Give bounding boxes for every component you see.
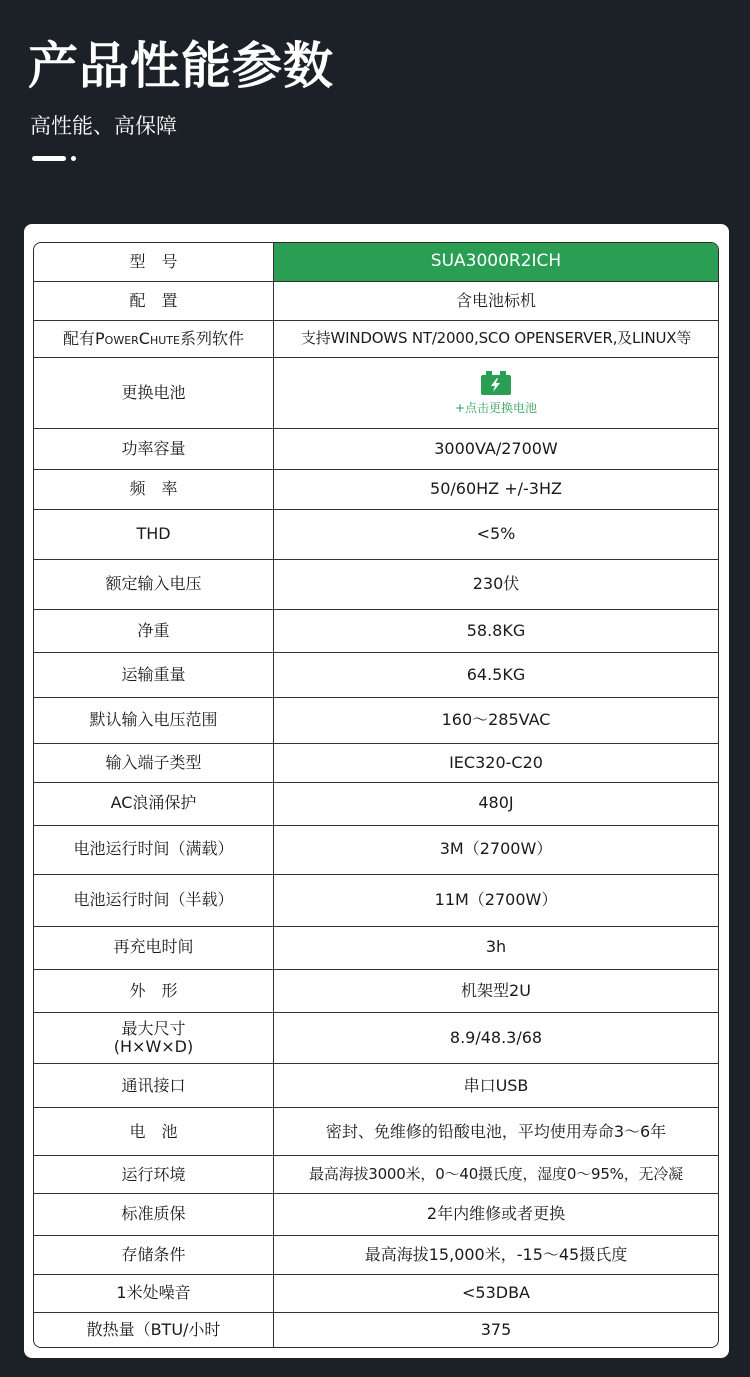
table-row	[34, 1312, 718, 1347]
table-row	[34, 610, 718, 653]
row-value: 480J	[274, 782, 719, 825]
table-row	[34, 1236, 718, 1275]
row-label: 频 率	[34, 470, 274, 510]
row-value: IEC320-C20	[274, 743, 719, 782]
row-label: 配 置	[34, 282, 274, 321]
row-value: 机架型2U	[274, 969, 719, 1013]
row-label: 运行环境	[34, 1156, 274, 1194]
table-row	[34, 874, 718, 926]
table-row	[34, 697, 718, 743]
row-value: 3h	[274, 926, 719, 969]
row-label: 输入端子类型	[34, 743, 274, 782]
row-value: 密封、免维修的铅酸电池，平均使用寿命3～6年	[274, 1108, 719, 1156]
row-label: 再充电时间	[34, 926, 274, 969]
table-row	[34, 510, 718, 560]
table-row	[34, 560, 718, 610]
page-subtitle: 高性能、高保障	[30, 114, 177, 138]
decorative-dot	[71, 156, 76, 161]
row-label: 电 池	[34, 1108, 274, 1156]
table-row	[34, 282, 718, 321]
table-row	[34, 1013, 718, 1064]
row-value: 串口USB	[274, 1064, 719, 1108]
table-row	[34, 1274, 718, 1312]
row-value: 50/60HZ +/-3HZ	[274, 470, 719, 510]
model-value: SUA3000R2ICH	[274, 243, 719, 282]
spec-table	[34, 243, 718, 1347]
row-value: 160～285VAC	[274, 697, 719, 743]
replace-battery-link[interactable]	[455, 370, 537, 416]
row-label: 更换电池	[34, 357, 274, 428]
table-row-replace-battery	[34, 357, 718, 428]
table-row	[34, 321, 718, 358]
row-value: 64.5KG	[274, 652, 719, 697]
row-label-prefix: 配有	[63, 328, 96, 348]
table-row	[34, 743, 718, 782]
row-value: 58.8KG	[274, 610, 719, 653]
row-value: 2年内维修或者更换	[274, 1194, 719, 1236]
row-value: 最高海拔15,000米，-15～45摄氏度	[274, 1236, 719, 1275]
replace-battery-cell	[274, 357, 719, 428]
table-row	[34, 969, 718, 1013]
spec-card	[24, 224, 729, 1358]
table-row	[34, 1108, 718, 1156]
row-label: 散热量（BTU/小时	[34, 1312, 274, 1347]
row-label-suffix: 系列软件	[179, 328, 244, 348]
row-label	[34, 321, 274, 358]
row-value: 最高海拔3000米，0～40摄氏度，湿度0～95%，无冷凝	[274, 1156, 719, 1194]
row-label	[34, 1013, 274, 1064]
row-value: 375	[480, 1319, 512, 1339]
row-label: 默认输入电压范围	[34, 697, 274, 743]
row-label: 通讯接口	[34, 1064, 274, 1108]
table-row	[34, 1156, 718, 1194]
row-label: 电池运行时间（满载）	[34, 825, 274, 874]
table-row	[34, 1194, 718, 1236]
row-label: 1米处噪音	[34, 1274, 274, 1312]
table-row	[34, 652, 718, 697]
table-row-model	[34, 243, 718, 282]
row-label: 电池运行时间（半载）	[34, 874, 274, 926]
replace-battery-text: +点击更换电池	[454, 401, 538, 416]
row-value: 3000VA/2700W	[274, 429, 719, 470]
table-row	[34, 782, 718, 825]
row-label: 标准质保	[34, 1194, 274, 1236]
row-value: <5%	[274, 510, 719, 560]
row-label: 存储条件	[34, 1236, 274, 1275]
table-row	[34, 1064, 718, 1108]
row-value: 含电池标机	[274, 282, 719, 321]
row-value: 8.9/48.3/68	[274, 1013, 719, 1064]
decorative-line	[32, 156, 66, 161]
table-row	[34, 470, 718, 510]
row-value: 3M（2700W）	[274, 825, 719, 874]
powerchute-brand: PowerChute	[95, 328, 180, 348]
battery-plus-icon	[480, 370, 512, 396]
row-label: 运输重量	[34, 652, 274, 697]
row-label-line2: (H×W×D)	[113, 1037, 194, 1057]
row-label-line1: 最大尺寸	[121, 1019, 186, 1039]
row-label: 外 形	[34, 969, 274, 1013]
table-row	[34, 825, 718, 874]
row-label: 净重	[34, 610, 274, 653]
row-label: 型 号	[34, 243, 274, 282]
table-row	[34, 429, 718, 470]
table-row	[34, 926, 718, 969]
row-label: AC浪涌保护	[34, 782, 274, 825]
row-label: 功率容量	[34, 429, 274, 470]
row-value: 11M（2700W）	[274, 874, 719, 926]
row-value: 230伏	[274, 560, 719, 610]
row-value: 支持WINDOWS NT/2000,SCO OPENSERVER,及LINUX等	[274, 321, 719, 358]
page-title: 产品性能参数	[28, 37, 334, 95]
row-value: <53DBA	[274, 1274, 719, 1312]
row-label: THD	[34, 510, 274, 560]
spec-table-frame	[33, 242, 719, 1348]
row-label: 额定输入电压	[34, 560, 274, 610]
